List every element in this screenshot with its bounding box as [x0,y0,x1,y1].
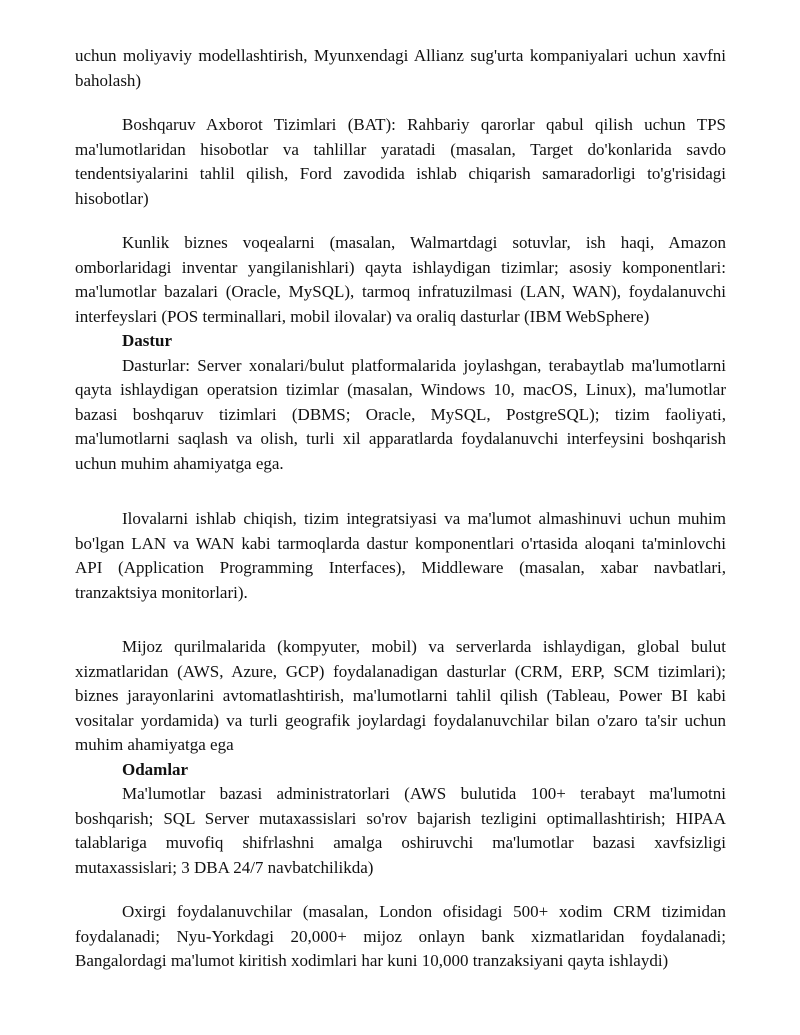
heading-odamlar: Odamlar [122,759,189,779]
paragraph-mijoz: Mijoz qurilmalarida (kompyuter, mobil) va serverlarda ishlaydigan, global bulut xizmatlaridan (AWS, Azure, GCP) foydalanadigan dasturlar (CRM, ERP, SCM tizimlari); biznes jarayonlarini avtomatlashtirish, ma'lumotlarni tahlil qilish (Tableau, Power BI kabi vositalar yordamida) va turli geografik joylardagi foydalanuvchilar bilan o'zaro ta'sir uchun muhim ahamiyatga ega [75,637,726,754]
document-page [75,44,726,974]
paragraph-bat: Boshqaruv Axborot Tizimlari (BAT): Rahbariy qarorlar qabul qilish uchun TPS ma'lumotlaridan hisobotlar va tahlillar yaratadi (masalan, Target do'konlarida savdo tendentsiyalarini tahlil qilish, Ford zavodida ishlab chiqarish samaradorligi to'g'risidagi hisobotlar) [75,115,726,208]
heading-dastur: Dastur [122,331,173,350]
paragraph-dba: Ma'lumotlar bazasi administratorlari (AWS bulutida 100+ terabayt ma'lumotni boshqarish; SQL Server mutaxassislari so'rov bajarish tezligini optimallashtirish; HIPAA talablariga muvofiq shifrlashni amalga oshiruvchi ma'lumotlar bazasi xavfsizligi mutaxassislari; 3 DBA 24/7 navbatchilikda) [75,784,726,877]
paragraph-api: Ilovalarni ishlab chiqish, tizim integratsiyasi va ma'lumot almashinuvi uchun muhim bo'lgan LAN va WAN kabi tarmoqlarda dastur komponentlari o'rtasida aloqani ta'minlovchi API (Application Programming Interfaces), Middleware (masalan, xabar navbatlari, tranzaktsiya monitorlari). [75,509,726,602]
paragraph-continuation: uchun moliyaviy modellashtirish, Myunxendagi Allianz sug'urta kompaniyalari uchun xavfni baholash) [75,46,726,90]
paragraph-tps: Kunlik biznes voqealarni (masalan, Walmartdagi sotuvlar, ish haqi, Amazon omborlaridagi inventar yangilanishlari) qayta ishlaydigan tizimlar; asosiy komponentlari: ma'lumotlar bazalari (Oracle, MySQL), tarmoq infratuzilmasi (LAN, WAN), foydalanuvchi interfeyslari (POS terminallari, mobil ilovalar) va oraliq dasturlar (IBM WebSphere) [75,233,726,326]
paragraph-foydalanuvchilar: Oxirgi foydalanuvchilar (masalan, London ofisidagi 500+ xodim CRM tizimidan foydalanadi; Nyu-Yorkdagi 20,000+ mijoz onlayn bank xizmatlaridan foydalanadi; Bangalordagi ma'lumot kiritish xodimlari har kuni 10,000 tranzaksiyani qayta ishlaydi) [75,902,726,970]
paragraph-dasturlar: Dasturlar: Server xonalari/bulut platformalarida joylashgan, terabaytlab ma'lumotlarni qayta ishlaydigan operatsion tizimlar (masalan, Windows 10, macOS, Linux), ma'lumotlar bazasi boshqaruv tizimlari (DBMS; Oracle, MySQL, PostgreSQL); tizim faoliyati, ma'lumotlarni saqlash va olish, turli xil apparatlarda foydalanuvchi interfeysini boshqarish uchun muhim ahamiyatga ega. [75,355,726,473]
